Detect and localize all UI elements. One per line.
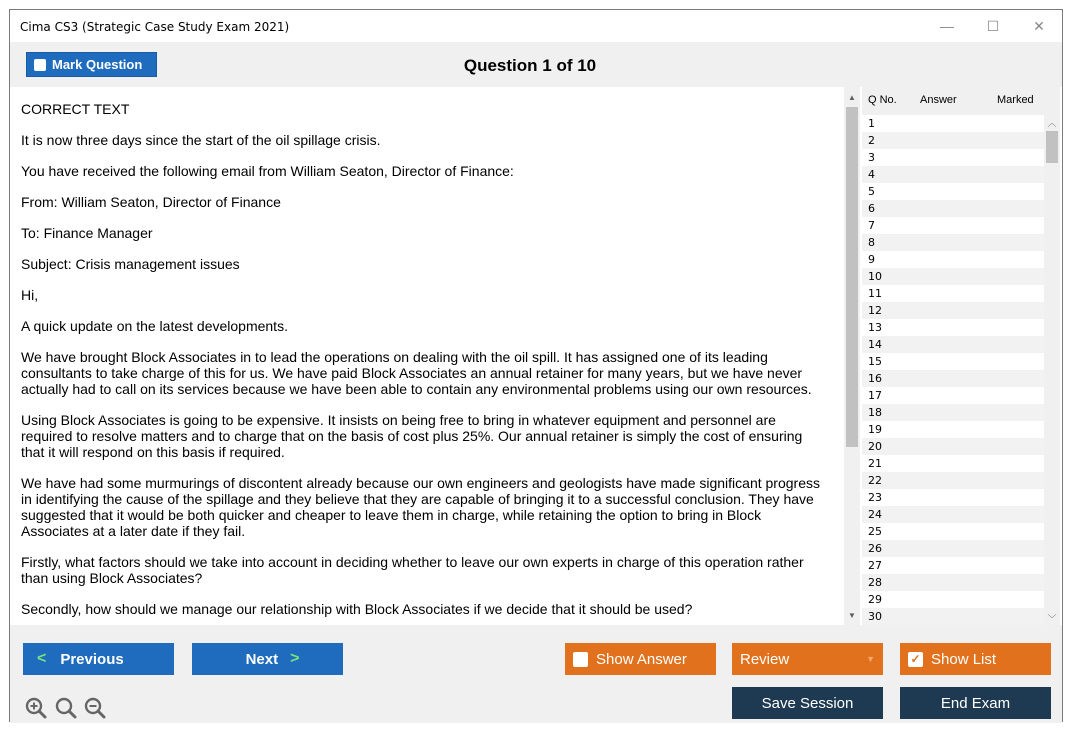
question-list-row[interactable]: 3 [862,149,1044,166]
question-list-row[interactable]: 11 [862,285,1044,302]
paragraph: We have brought Block Associates in to lead the operations on dealing with the oil spill. It has assigned one of its leading consultants to take charge of this for us. We have paid Block Associates an annual retainer for many years, but we have never actually had to call on its services because we have been able to contain any environmental problems using our own resources. [21,349,812,397]
checkbox-icon[interactable]: ✓ [908,652,923,667]
zoom-reset-icon[interactable] [54,696,78,720]
chevron-right-icon: > [290,650,300,667]
review-dropdown[interactable] [732,643,883,675]
paragraph: A quick update on the latest developments. [21,318,288,334]
question-list-row[interactable]: 30 [862,608,1044,625]
question-list-row[interactable]: 13 [862,319,1044,336]
chevron-down-icon[interactable]: ﹀ [1047,613,1057,624]
dropdown-arrow-icon: ▼ [866,654,875,664]
question-list-row[interactable]: 20 [862,438,1044,455]
question-list-row[interactable]: 24 [862,506,1044,523]
question-list-row[interactable]: 28 [862,574,1044,591]
question-list-row[interactable]: 7 [862,217,1044,234]
window-title: Cima CS3 (Strategic Case Study Exam 2021) [20,20,290,34]
previous-button[interactable] [23,643,174,675]
question-list-row[interactable]: 26 [862,540,1044,557]
question-list-row[interactable]: 14 [862,336,1044,353]
scrollbar-thumb[interactable] [1046,131,1058,163]
paragraph: It is now three days since the start of the oil spillage crisis. [21,132,381,148]
qno-header: Q No. [868,94,897,106]
question-list-row[interactable]: 8 [862,234,1044,251]
show-list-label: Show List [931,650,997,668]
marked-header: Marked [997,94,1034,106]
save-session-button[interactable]: Save Session [732,687,883,719]
minimize-button[interactable]: — [940,18,954,34]
question-list-row[interactable]: 23 [862,489,1044,506]
title-bar [10,10,1062,42]
footer-toolbar [10,625,1062,723]
scroll-down-icon[interactable]: ▼ [848,610,856,620]
question-list-row[interactable]: 25 [862,523,1044,540]
question-list-row[interactable]: 18 [862,404,1044,421]
question-content [10,87,860,625]
show-answer-label: Show Answer [596,650,687,668]
close-button[interactable]: ✕ [1033,17,1045,34]
paragraph: Hi, [21,287,39,303]
checkbox-icon[interactable] [573,652,588,667]
question-text [21,101,829,625]
show-answer-button[interactable] [565,643,716,675]
question-list-row[interactable]: 19 [862,421,1044,438]
question-list-row[interactable]: 5 [862,183,1044,200]
paragraph: We have had some murmurings of discontent already because our own engineers and geologists have made significant progress in identifying the cause of the spillage and they believe that they are capable of bringing it to a successful conclusion. They have suggested that it would be both quicker and cheaper to leave them in charge, while retaining the option to bring in Block Associates at a later date if they fail. [21,475,820,539]
question-list-row[interactable]: 21 [862,455,1044,472]
paragraph: You have received the following email from William Seaton, Director of Finance: [21,163,514,179]
previous-label: Previous [60,650,124,668]
maximize-button[interactable]: ☐ [986,17,1000,34]
paragraph: Subject: Crisis management issues [21,256,240,272]
paragraph: To: Finance Manager [21,225,153,241]
question-list-row[interactable]: 29 [862,591,1044,608]
review-label: Review [740,650,790,668]
next-label: Next [245,650,279,668]
question-list-row[interactable]: 4 [862,166,1044,183]
paragraph: Using Block Associates is going to be expensive. It insists on being free to bring in whatever equipment and personnel are required to resolve matters and to charge that on the basis of cost plus 25%. Our annual retainer is simply the cost of ensuring that it will respond on this basis if required. [21,412,803,460]
content-scrollbar[interactable] [844,87,860,625]
chevron-up-icon[interactable]: ︿ [1047,117,1057,128]
zoom-out-icon[interactable] [83,696,107,720]
paragraph: From: William Seaton, Director of Finance [21,194,281,210]
answer-header: Answer [920,94,957,106]
question-list-row[interactable]: 15 [862,353,1044,370]
question-list-row[interactable]: 10 [862,268,1044,285]
zoom-in-icon[interactable] [24,696,48,720]
question-list-row[interactable]: 9 [862,251,1044,268]
scroll-up-icon[interactable]: ▲ [848,92,856,102]
scrollbar-thumb[interactable] [846,107,858,447]
paragraph: Firstly, what factors should we take into account in deciding whether to leave our own experts in charge of this operation rather than using Block Associates? [21,554,804,586]
question-list-row[interactable]: 6 [862,200,1044,217]
chevron-left-icon: < [37,650,47,667]
question-list [862,115,1044,625]
end-exam-button[interactable]: End Exam [900,687,1051,719]
question-header [10,42,1062,87]
question-title: Question 1 of 10 [463,56,597,75]
app-window [9,9,1063,722]
question-list-header [862,87,1060,111]
question-list-panel [862,87,1060,625]
question-list-row[interactable]: 17 [862,387,1044,404]
question-list-row[interactable]: 22 [862,472,1044,489]
question-list-row[interactable]: 16 [862,370,1044,387]
question-list-row[interactable]: 1 [862,115,1044,132]
question-list-row[interactable]: 2 [862,132,1044,149]
paragraph: Secondly, how should we manage our relationship with Block Associates if we decide that it should be used? [21,601,693,617]
mark-question-label: Mark Question [52,57,143,72]
paragraph: CORRECT TEXT [21,101,130,117]
question-list-row[interactable]: 12 [862,302,1044,319]
question-list-scrollbar[interactable] [1044,115,1060,625]
question-list-row[interactable]: 27 [862,557,1044,574]
next-button[interactable] [192,643,343,675]
show-list-button[interactable] [900,643,1051,675]
